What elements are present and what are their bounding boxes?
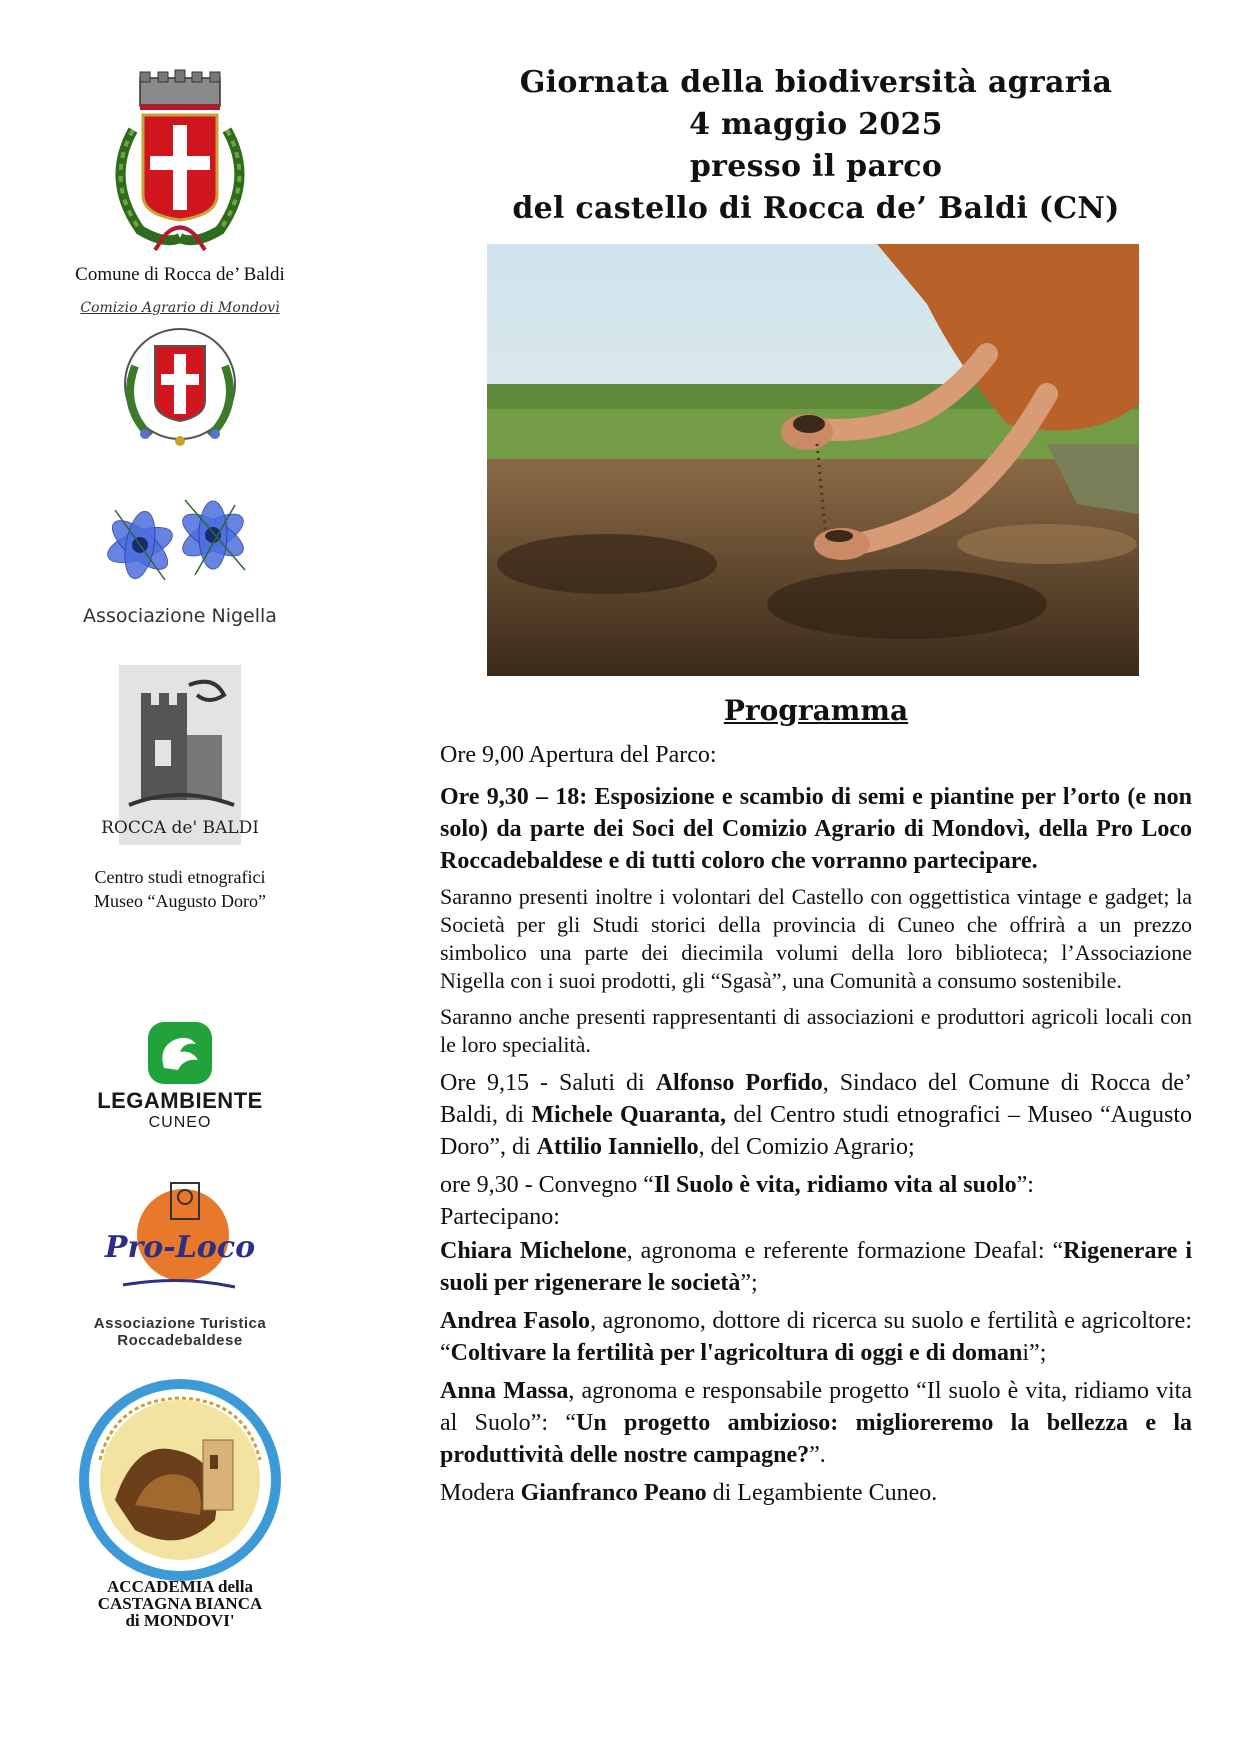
title-line-2: 4 maggio 2025 [689,107,943,142]
hero-soil-photo [487,244,1139,676]
speaker-quaranta: Michele Quaranta, [531,1102,727,1128]
legambiente-swan-icon [144,1018,216,1088]
speaker-michelone-item: Chiara Michelone, agronoma e referente formazione Deafal: “Rigenerare i suoli per rigenerare le società”; [440,1238,1193,1296]
program-producers: Saranno anche presenti rappresentanti di associazioni e produttori agricoli locali con le loro specialità. [440,1004,1192,1057]
rocca-logo-text: ROCCA de' BALDI [101,818,259,838]
proloco-logo-text: Pro-Loco [104,1230,256,1265]
program-heading: Programma [723,694,909,727]
program-opening: Ore 9,00 Apertura del Parco: [440,742,717,768]
comune-coat-of-arms-icon [95,70,265,255]
accademia-logo [40,1380,320,1629]
program-greetings: Ore 9,15 - Saluti di Alfonso Porfido, Sindaco del Comune di Rocca de’ Baldi, di Michele Quaranta, del Centro studi etnografici – Museo “Augusto Doro”, di Attilio Ianniello, del Comizio Agrario; [440,1070,1193,1160]
accademia-caption-1: ACCADEMIA della [107,1577,253,1596]
speaker-fasolo-item: Andrea Fasolo, agronomo, dottore di ricerca su suolo e fertilità e agricoltore: “Coltivare la fertilità per l'agricoltura di oggi e di domani”; [440,1308,1192,1366]
event-title [440,62,1192,230]
title-line-1: Giornata della biodiversità agraria [519,65,1113,100]
nigella-caption: Associazione Nigella [83,605,277,627]
centro-caption-2: Museo “Augusto Doro” [94,891,266,911]
comune-caption: Comune di Rocca de’ Baldi [75,264,285,285]
proloco-emblem-icon [105,1175,255,1315]
program-conference: ore 9,30 - Convegno “Il Suolo è vita, ridiamo vita al suolo”: Partecipano: [440,1172,1034,1230]
proloco-caption-1: Associazione Turistica [93,1315,267,1332]
legambiente-city: CUNEO [148,1114,212,1131]
title-line-3: presso il parco [689,149,943,184]
rocca-castle-logo [40,665,320,913]
proloco-logo [40,1175,320,1349]
speaker-porfido: Alfonso Porfido [655,1070,823,1096]
conference-title: Il Suolo è vita, ridiamo vita al suolo [653,1172,1017,1198]
legambiente-name: LEGAMBIENTE [97,1088,263,1113]
program-presenters: Saranno presenti inoltre i volontari del Castello con oggettistica vintage e gadget; la Società per gli Studi storici della provincia di Cuneo che offrirà a un prezzo simbolico una parte dei diecimila volumi della loro biblioteca; l’Associazione Nigella con i suoi prodotti, gli “Sgasà”, una Comunità a consumo sostenibile. [440,884,1192,993]
comune-logo [40,70,320,287]
comizio-agrario-logo [40,300,320,451]
speaker-massa-item: Anna Massa, agronoma e responsabile progetto “Il suolo è vita, ridiamo vita al Suolo”: “Un progetto ambizioso: miglioreremo la bellezza e la produttività delle nostre campagne?”. [440,1378,1193,1468]
speaker-massa: Anna Massa [440,1378,569,1404]
speaker-ianniello: Attilio Ianniello [536,1134,699,1160]
program-exhibition: Ore 9,30 – 18: Esposizione e scambio di semi e piantine per l’orto (e non solo) da parte dei Soci del Comizio Agrario di Mondovì, della Pro Loco Roccadebaldese e di tutti coloro che vorranno partecipare. [440,784,1192,874]
accademia-chestnut-icon [75,1380,285,1580]
proloco-caption-2: Roccadebaldese [117,1332,243,1349]
comizio-script: Comizio Agrario di Mondovì [80,300,280,316]
centro-caption-1: Centro studi etnografici [94,867,266,887]
speaker-michelone: Chiara Michelone [440,1238,627,1264]
accademia-caption-2: CASTAGNA BIANCA [97,1594,263,1613]
speaker-fasolo: Andrea Fasolo [440,1308,591,1334]
main-content [440,62,1192,1515]
legambiente-logo [40,1018,320,1132]
participants-label: Partecipano: [440,1204,560,1230]
moderator-peano: Gianfranco Peano [520,1480,707,1506]
title-line-4: del castello di Rocca de’ Baldi (CN) [512,191,1120,226]
accademia-caption-3: di MONDOVI' [125,1611,235,1630]
nigella-flower-icon [95,490,265,595]
castle-icon [101,665,259,845]
nigella-logo [40,490,320,627]
moderator-item: Modera Gianfranco Peano di Legambiente Cuneo. [440,1480,938,1506]
comizio-coat-of-arms-icon [115,316,245,451]
